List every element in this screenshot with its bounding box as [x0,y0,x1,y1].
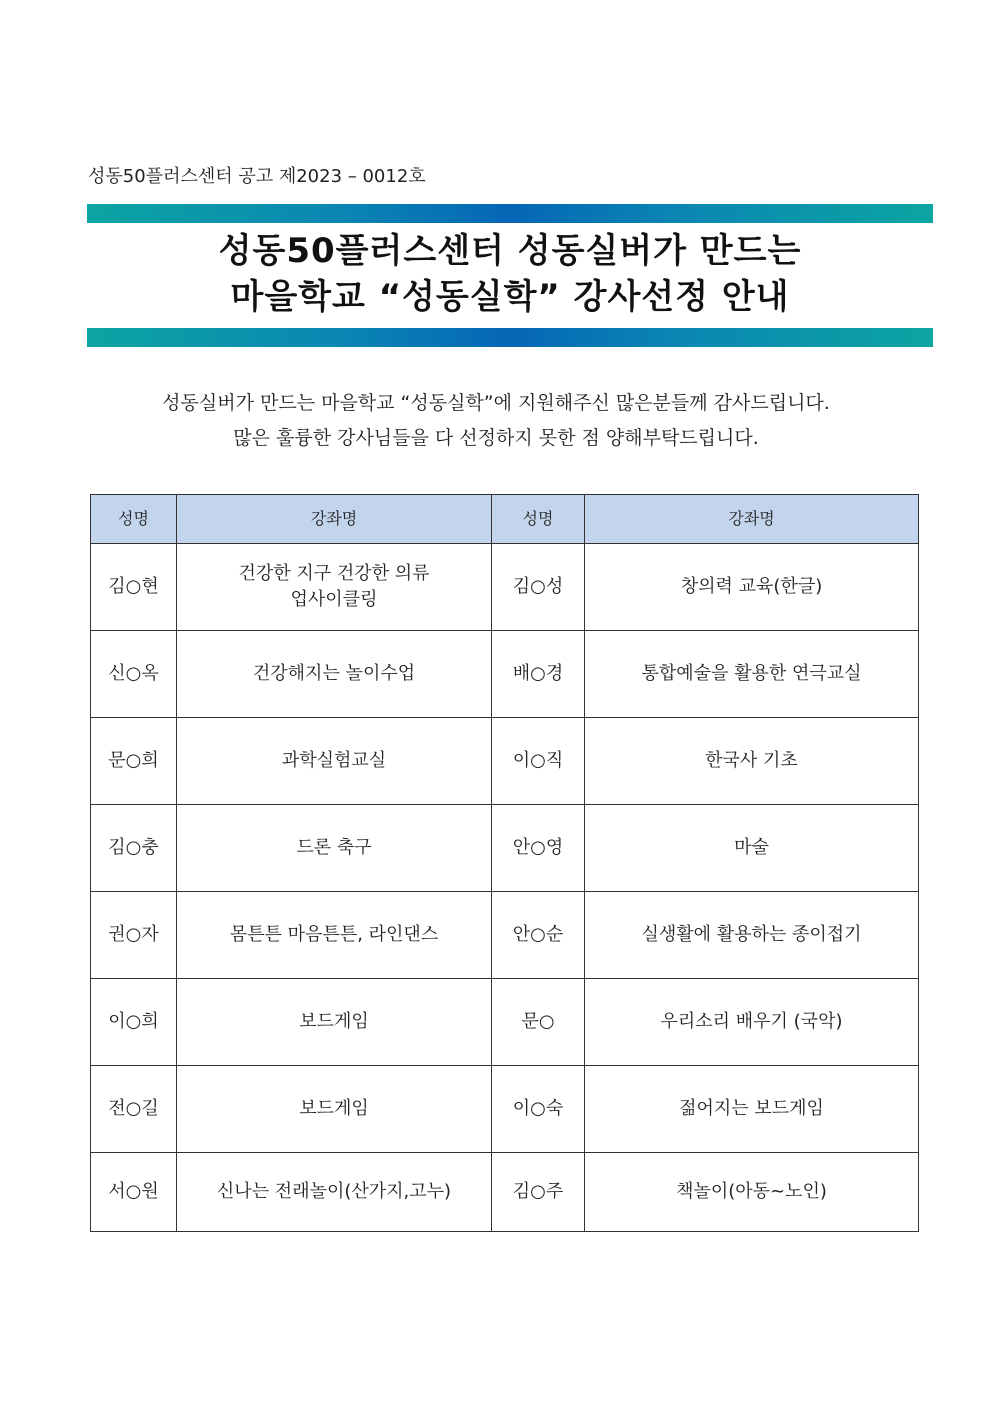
instructor-name: 서○원 [91,1153,177,1232]
intro-line-2: 많은 훌륭한 강사님들을 다 선정하지 못한 점 양해부탁드립니다. [233,427,759,449]
course-name-line: 건강한 지구 건강한 의류 [238,563,430,584]
table-row [91,805,919,892]
table-row [91,1153,919,1232]
course-name-line: 과학실험교실 [281,750,387,771]
header-name-2: 성명 [492,495,585,544]
course-name [177,631,492,718]
instructor-name: 신○옥 [91,631,177,718]
instructor-name: 이○숙 [492,1066,585,1153]
course-name-line: 몸튼튼 마음튼튼, 라인댄스 [229,924,439,945]
table-header-row [91,495,919,544]
course-name [177,1153,492,1232]
course-name [177,1066,492,1153]
document-title [87,228,933,320]
title-band-top [87,204,933,223]
instructor-name: 김○충 [91,805,177,892]
course-name-line: 신나는 전래놀이(산가지,고누) [216,1181,452,1202]
course-name: 우리소리 배우기 (국악) [585,979,919,1066]
title-band-bottom [87,328,933,347]
instructor-name: 김○주 [492,1153,585,1232]
instructor-name: 문○희 [91,718,177,805]
course-name [177,718,492,805]
table-row [91,631,919,718]
course-name [177,805,492,892]
table-body [91,544,919,1232]
table-row [91,979,919,1066]
table-row [91,718,919,805]
instructor-name: 안○순 [492,892,585,979]
instructor-name: 권○자 [91,892,177,979]
instructor-name: 전○길 [91,1066,177,1153]
intro-text [60,386,932,456]
course-name: 실생활에 활용하는 종이접기 [585,892,919,979]
course-name [177,979,492,1066]
course-name-line: 업사이클링 [290,589,378,610]
course-name: 마술 [585,805,919,892]
course-name-line: 보드게임 [299,1011,369,1032]
header-name-1: 성명 [91,495,177,544]
course-name [177,892,492,979]
intro-line-1: 성동실버가 만드는 마을학교 “성동실학”에 지원해주신 많은분들께 감사드립니다. [162,392,830,414]
course-name-line: 건강해지는 놀이수업 [252,663,416,684]
instructor-name: 안○영 [492,805,585,892]
instructor-name: 이○직 [492,718,585,805]
course-name-line: 보드게임 [299,1098,369,1119]
header-course-2: 강좌명 [585,495,919,544]
table-row [91,544,919,631]
table-row [91,1066,919,1153]
instructor-name: 김○성 [492,544,585,631]
course-name-line: 드론 축구 [296,837,372,858]
course-name: 통합예술을 활용한 연극교실 [585,631,919,718]
instructor-table [90,494,919,1232]
course-name: 한국사 기초 [585,718,919,805]
notice-number: 성동50플러스센터 공고 제2023 – 0012호 [88,166,426,187]
course-name: 책놀이(아동~노인) [585,1153,919,1232]
instructor-name: 이○희 [91,979,177,1066]
course-name: 젊어지는 보드게임 [585,1066,919,1153]
instructor-name: 문○ [492,979,585,1066]
title-line-2: 마을학교 “성동실학” 강사선정 안내 [230,277,790,317]
instructor-name: 김○현 [91,544,177,631]
course-name [177,544,492,631]
course-name: 창의력 교육(한글) [585,544,919,631]
instructor-name: 배○경 [492,631,585,718]
table-row [91,892,919,979]
title-line-1: 성동50플러스센터 성동실버가 만드는 [218,231,802,271]
header-course-1: 강좌명 [177,495,492,544]
